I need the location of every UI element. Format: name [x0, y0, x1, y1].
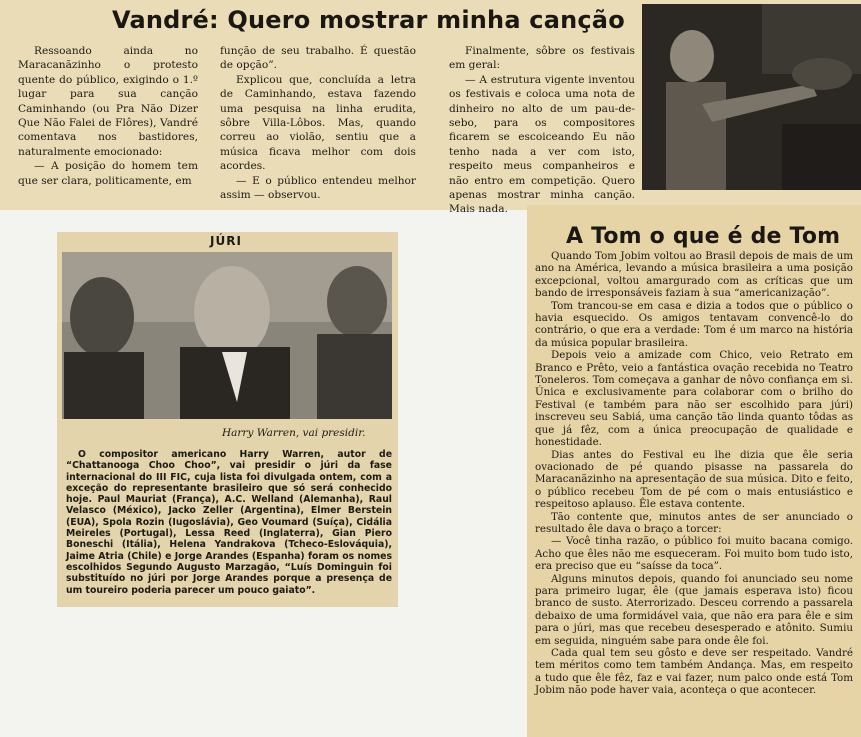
tom-paragraph: Cada qual tem seu gôsto e deve ser respeitado. Vandré tem méritos como tem também Andança. Mas, em respeito a tudo que êle fêz, faz e vai fazer, num palco onde está Tom Jobim não pode haver vaia, aconteça o que acontecer. — [535, 647, 853, 697]
vandre-singing-photo — [642, 4, 861, 190]
vandre-photo-illustration — [642, 4, 861, 190]
juri-section-label: JÚRI — [210, 234, 242, 248]
vandre-paragraph: Ressoando ainda no Maracanãzinho o protesto quente do público, exigindo o 1.º lugar para sua canção Caminhando (ou Pra Não Dizer Que Não Falei de Flôres), Vandré comentava nos bastidores, naturalmente emocionado: — [18, 45, 198, 158]
vandre-column-1 — [18, 44, 198, 188]
tom-paragraph: Tom trancou-se em casa e dizia a todos que o público o havia esquecido. Os amigos tentavam convencê-lo do contrário, o que era a verdade: Tom é um marco na história da música popular brasileira. — [535, 299, 853, 349]
photo-caption: Harry Warren, vai presidir. — [222, 427, 366, 439]
tom-paragraph: Alguns minutos depois, quando foi anunciado seu nome para primeiro lugar, êle (que jamais esperava isto) ficou branco de susto. Aterrorizado. Desceu correndo a passarela debaixo de uma formidável vaia, que não era para êle e sim para o júri, mas que recebeu desesperado e atônito. Sumiu em seguida, ninguém sabe para onde êle foi. — [535, 572, 853, 647]
vandre-column-3 — [449, 44, 635, 217]
tom-paragraph: Depois veio a amizade com Chico, veio Retrato em Branco e Prêto, veio a fantástica ovação recebida no Teatro Toneleros. Tom começava a ganhar de nôvo confiança em si. Única e exclusivamente para colaborar com o brilho do Festival (e também para não ser escolhido para júri) inscreveu seu Sabiá, uma canção tão linda quanto tôdas as que já fêz, com a única preocupação de qualidade e honestidade. — [535, 349, 853, 449]
vandre-paragraph: — A posição do homem tem que ser clara, politicamente, em — [18, 160, 198, 187]
juri-article-body — [66, 449, 392, 596]
tom-headline: A Tom o que é de Tom — [566, 224, 841, 249]
tom-paragraph: — Você tinha razão, o público foi muito bacana comigo. Acho que êles não me esqueceram. Foi muito bom tudo isto, era preciso que eu “saísse da toca”. — [535, 535, 853, 573]
vandre-paragraph: Finalmente, sôbre os festivais em geral: — [449, 45, 635, 72]
tom-paragraph: Dias antes do Festival eu lhe dizia que êle seria ovacionado de pé quando pisasse na passarela do Maracanãzinho na apresentação de sua música. Dito e feito, o público recebeu Tom de pé com o mais entusiástico e respeitoso aplauso. Êle estava contente. — [535, 448, 853, 511]
vandre-paragraph: Explicou que, concluída a letra de Caminhando, estava fazendo uma pesquisa na linha erudita, sôbre Villa-Lôbos. Mas, quando correu ao violão, sentiu que a música ficava melhor com dois acordes. — [220, 73, 416, 173]
harry-warren-photo — [62, 252, 392, 419]
vandre-column-2 — [220, 44, 416, 202]
vandre-paragraph: — A estrutura vigente inventou os festivais e coloca uma nota de dinheiro no alto de um pau-de-sebo, para os compositores ficarem se escoiceando Eu não tenho nada a ver com isto, respeito meus companheiros e não entro em competição. Quero apenas mostrar minha canção. Mais nada. — [449, 73, 635, 216]
tom-paragraph: Tão contente que, minutos antes de ser anunciado o resultado êle dava o braço a torcer: — [535, 510, 853, 535]
vandre-paragraph: — E o público entendeu melhor assim — observou. — [220, 174, 416, 202]
jury-photo-illustration — [62, 252, 392, 419]
vandre-headline: Vandré: Quero mostrar minha canção — [112, 6, 625, 34]
tom-paragraph: Quando Tom Jobim voltou ao Brasil depois de mais de um ano na América, levando a música brasileira a uma posição excepcional, voltou amargurado com as críticas que um bando de irresponsáveis faziam à sua “americanização”. — [535, 250, 853, 300]
vandre-paragraph: função de seu trabalho. É questão de opção”. — [220, 45, 416, 72]
juri-paragraph: O compositor americano Harry Warren, autor de “Chattanooga Choo Choo”, vai presidir o júri da fase internacional do III FIC, cuja lista foi divulgada ontem, com a exceção do representante brasileiro que só será conhecido hoje. Paul Mauriat (França), A.C. Welland (Alemanha), Raul Velasco (México), Jacko Zeller (Argentina), Elmer Berstein (EUA), Spola Rozin (Iugoslávia), Geo Voumard (Suíça), Cidália Meireles (Portugal), Lessa Reed (Inglaterra), Gian Piero Boneschi (Itália), Helena Yandrakova (Tcheco-Eslováquia), Jaime Atria (Chile) e Jorge Arandes (Espanha) foram os nomes escolhidos Segundo Augusto Marzagão, “Luís Dominguin foi substituído no júri por Jorge Arandes porque a presença de um toureiro poderia parecer um pouco gaiato”. — [66, 449, 392, 596]
tom-article-body — [535, 250, 853, 697]
